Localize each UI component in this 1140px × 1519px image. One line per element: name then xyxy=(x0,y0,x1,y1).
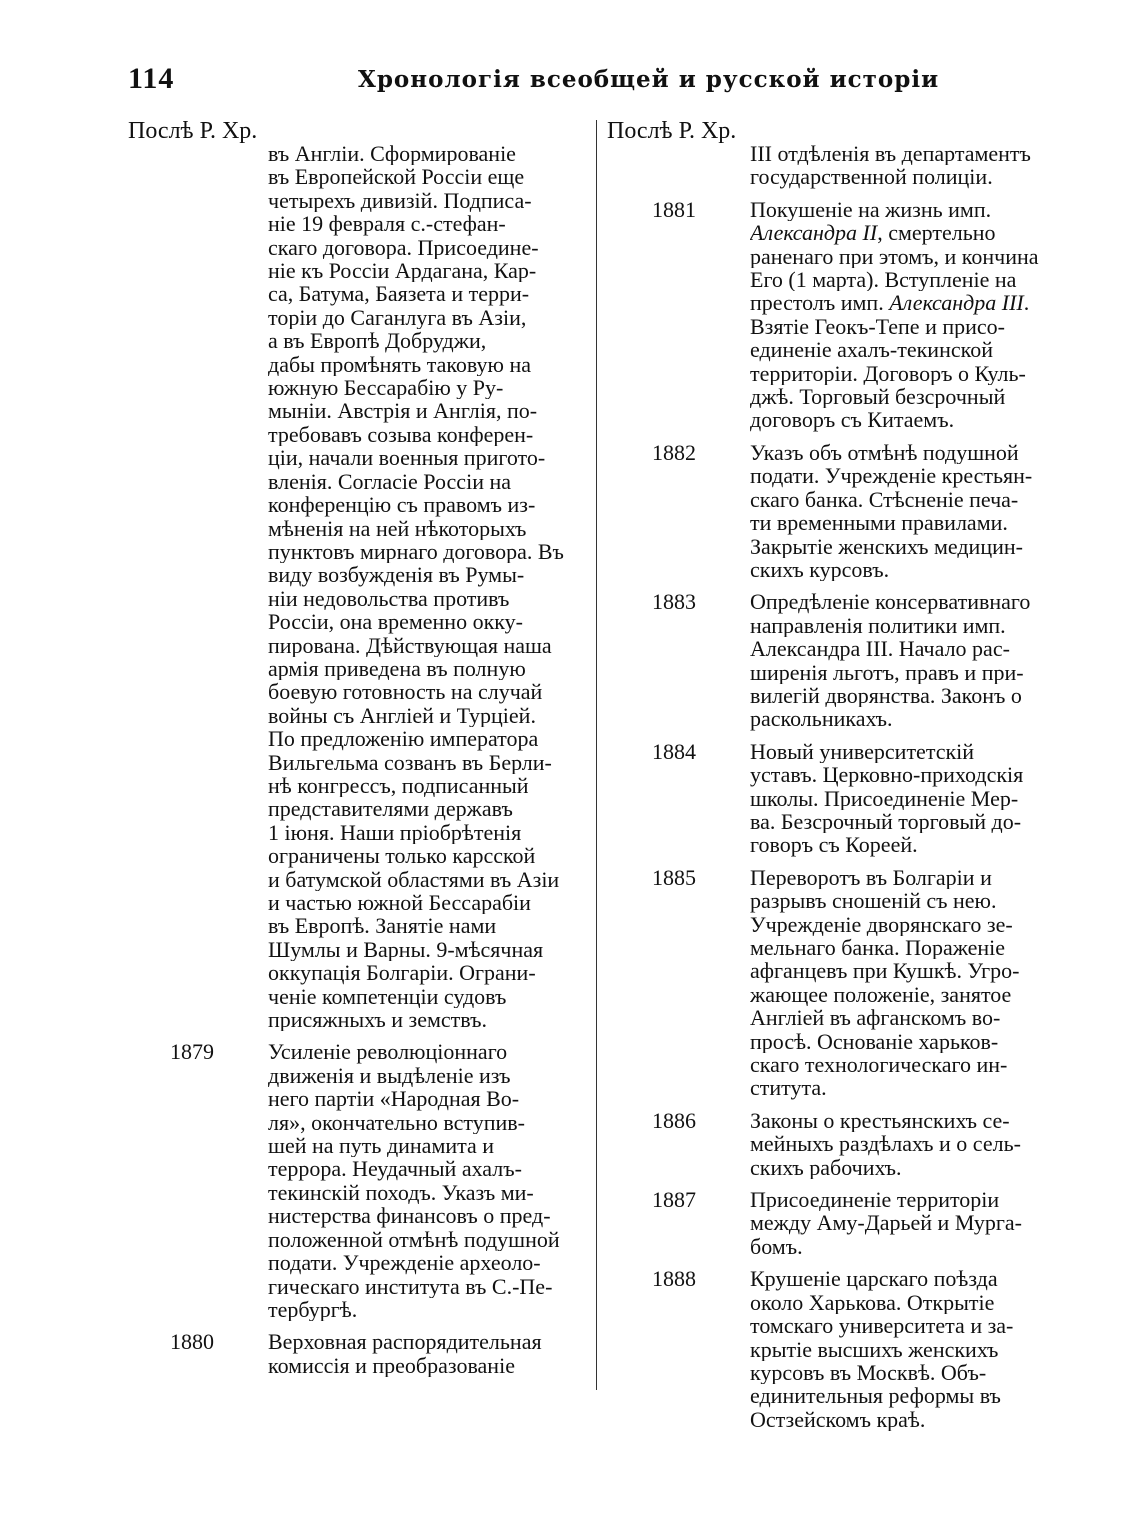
entry-text xyxy=(750,740,1078,857)
text-line: торіи до Саганлуга въ Азіи, xyxy=(268,305,527,330)
text-line: государственной полиціи. xyxy=(750,165,993,189)
text-line: пунктовъ мирнаго договора. Въ xyxy=(268,539,564,564)
entry-year: 1882 xyxy=(652,439,696,465)
text-line: нистерства финансовъ о пред- xyxy=(268,1204,551,1228)
entry-year: 1880 xyxy=(170,1329,214,1355)
left-era-label: Послѣ Р. Хр. xyxy=(128,118,258,144)
text-line: джѣ. Торговый безсрочный xyxy=(750,385,1006,409)
chronology-entry xyxy=(652,590,1078,730)
text-line: единеніе ахалъ-текинской xyxy=(750,338,993,362)
entry-year: 1879 xyxy=(170,1039,214,1065)
entry-year: 1888 xyxy=(652,1266,696,1292)
chronology-entry xyxy=(170,1040,590,1321)
entry-gap xyxy=(652,857,1078,866)
text-line: мыніи. Австрія и Англія, по- xyxy=(268,399,538,423)
entry-text xyxy=(750,142,1078,189)
text-line: курсовъ въ Москвѣ. Объ- xyxy=(750,1360,987,1385)
text-line: Александра III. Начало рас- xyxy=(750,637,1010,661)
entry-year: 1886 xyxy=(652,1107,696,1133)
text-line: говоръ съ Кореей. xyxy=(750,833,918,857)
entry-text xyxy=(750,590,1078,730)
text-line: оккупація Болгаріи. Ограни- xyxy=(268,961,536,985)
text-line: Крушеніе царскаго поѣзда xyxy=(750,1267,998,1291)
text-line: договоръ съ Китаемъ. xyxy=(750,408,955,432)
text-line: Россіи, она временно окку- xyxy=(268,610,523,634)
text-line: Усиленіе революціоннаго xyxy=(268,1040,508,1064)
text-line: Англіей въ афганскомъ во- xyxy=(750,1006,1001,1030)
text-line: III отдѣленія въ департаментъ xyxy=(750,142,1031,166)
text-line: движенія и выдѣленіе изъ xyxy=(268,1063,511,1088)
text-line: армія приведена въ полную xyxy=(268,656,526,681)
entry-text xyxy=(750,1267,1078,1431)
text-line: комиссія и преобразованіе xyxy=(268,1353,515,1378)
text-line: въ Европѣ. Занятіе нами xyxy=(268,914,497,938)
text-line: ширенія льготъ, правъ и при- xyxy=(750,660,1024,684)
text-line: требовавъ созыва конферен- xyxy=(268,422,534,447)
entry-gap xyxy=(652,1179,1078,1188)
text-line: Взятіе Геокъ-Тепе и присо- xyxy=(750,314,1005,339)
entry-year: 1881 xyxy=(652,196,696,222)
text-line: Остзейскомъ краѣ. xyxy=(750,1407,926,1432)
text-line: и батумской областями въ Азіи xyxy=(268,867,560,891)
text-line: Александра II, смертельно xyxy=(750,221,996,245)
entry-text xyxy=(750,866,1078,1100)
text-line: школы. Присоединеніе Мер- xyxy=(750,786,1019,810)
text-line: бомъ. xyxy=(750,1234,803,1259)
text-line: территоріи. Договоръ о Куль- xyxy=(750,361,1026,386)
text-line: скаго договора. Присоедине- xyxy=(268,235,539,260)
text-line: Новый университетскій xyxy=(750,739,975,764)
text-line: ти временными правилами. xyxy=(750,511,1008,535)
text-line: между Аму-Дарьей и Мурга- xyxy=(750,1211,1022,1235)
entry-text xyxy=(750,441,1078,581)
text-line: мѣненія на ней нѣкоторыхъ xyxy=(268,516,527,540)
text-line: Законы о крестьянскихъ се- xyxy=(750,1108,1010,1133)
text-line: Закрытіе женскихъ медицин- xyxy=(750,534,1023,558)
text-line: ніе къ Россіи Ардагана, Кар- xyxy=(268,259,537,283)
text-line: Опредѣленіе консервативнаго xyxy=(750,590,1031,614)
entry-text xyxy=(268,1040,590,1321)
text-line: ва. Безсрочный торговый до- xyxy=(750,809,1022,834)
text-line: Его (1 марта). Вступленіе на xyxy=(750,268,1017,292)
text-line: уставъ. Церковно-приходскія xyxy=(750,763,1024,787)
entry-text xyxy=(750,1109,1078,1179)
text-line: нѣ конгрессъ, подписанный xyxy=(268,773,529,798)
text-line: престолъ имп. Александра III. xyxy=(750,291,1030,315)
left-column xyxy=(170,142,590,1377)
text-line: въ Англіи. Сформированіе xyxy=(268,142,516,166)
text-line: ститута. xyxy=(750,1076,827,1100)
text-line: четырехъ дивизій. Подписа- xyxy=(268,188,532,213)
entry-year: 1884 xyxy=(652,738,696,764)
text-line: ніи недовольства противъ xyxy=(268,586,510,611)
text-line: 1 іюня. Наши пріобрѣтенія xyxy=(268,820,522,845)
entry-text xyxy=(268,1330,590,1377)
text-line: него партіи «Народная Во- xyxy=(268,1087,520,1111)
text-line: раненаго при этомъ, и кончина xyxy=(750,244,1039,269)
chronology-entry xyxy=(652,441,1078,581)
entry-gap xyxy=(652,581,1078,590)
text-line: текинскій походъ. Указъ ми- xyxy=(268,1180,534,1205)
text-line: Указъ объ отмѣнѣ подушной xyxy=(750,440,1019,465)
text-line: ченіе компетенціи судовъ xyxy=(268,984,507,1009)
text-line: террора. Неудачный ахалъ- xyxy=(268,1157,522,1181)
chronology-entry xyxy=(652,1109,1078,1179)
text-line: и частью южной Бессарабіи xyxy=(268,891,531,915)
text-line: афганцевъ при Кушкѣ. Угро- xyxy=(750,959,1020,983)
column-divider xyxy=(596,120,597,1390)
entry-gap xyxy=(170,1031,590,1040)
entry-gap xyxy=(652,432,1078,441)
entry-year: 1883 xyxy=(652,589,696,615)
chronology-entry xyxy=(652,1188,1078,1258)
text-line: скихъ курсовъ. xyxy=(750,557,890,582)
text-line: крытіе высшихъ женскихъ xyxy=(750,1337,999,1361)
text-line: скаго банка. Стѣсненіе печа- xyxy=(750,487,1019,512)
text-line: шей на путь динамита и xyxy=(268,1134,495,1158)
text-line: Шумлы и Варны. 9-мѣсячная xyxy=(268,937,544,962)
entry-gap xyxy=(652,731,1078,740)
text-line: присяжныхъ и земствъ. xyxy=(268,1008,487,1032)
text-line: представителями державъ xyxy=(268,797,513,821)
text-line: жающее положеніе, занятое xyxy=(750,982,1012,1007)
text-line: Верховная распорядительная xyxy=(268,1330,542,1354)
text-line: подати. Учрежденіе археоло- xyxy=(268,1251,541,1275)
text-line: южную Бессарабію у Ру- xyxy=(268,376,504,400)
chronology-entry xyxy=(652,198,1078,432)
chronology-entry xyxy=(652,866,1078,1100)
text-line: конференцію съ правомъ из- xyxy=(268,493,536,517)
text-line: въ Европейской Россіи еще xyxy=(268,165,525,189)
text-line: ограничены только карсской xyxy=(268,844,536,868)
chronology-entry xyxy=(652,740,1078,857)
text-line: около Харькова. Открытіе xyxy=(750,1290,995,1315)
right-column xyxy=(652,142,1078,1431)
entry-year: 1885 xyxy=(652,864,696,890)
text-line: Переворотъ въ Болгаріи и xyxy=(750,865,992,890)
text-line: ля», окончательно вступив- xyxy=(268,1110,525,1135)
entry-text xyxy=(750,1188,1078,1258)
text-line: ціи, начали военныя пригото- xyxy=(268,446,546,470)
entry-text xyxy=(268,142,590,1031)
text-line: положенной отмѣнѣ подушной xyxy=(268,1227,560,1252)
chronology-entry xyxy=(170,142,590,1031)
text-line: Вильгельма созванъ въ Берли- xyxy=(268,750,552,774)
text-line: са, Батума, Баязета и терри- xyxy=(268,282,530,306)
entry-year: 1887 xyxy=(652,1187,696,1213)
chronology-entry xyxy=(652,142,1078,189)
chronology-entry xyxy=(652,1267,1078,1431)
page-number: 114 xyxy=(128,62,175,95)
text-line: направленія политики имп. xyxy=(750,613,1006,638)
text-line: мельнаго банка. Пораженіе xyxy=(750,936,1006,960)
text-line: томскаго университета и за- xyxy=(750,1314,1014,1338)
text-line: войны съ Англіей и Турціей. xyxy=(268,703,536,728)
text-line: Покушеніе на жизнь имп. xyxy=(750,197,992,222)
text-line: тербургѣ. xyxy=(268,1297,358,1322)
text-line: вилегій дворянства. Законъ о xyxy=(750,683,1022,708)
text-line: раскольникахъ. xyxy=(750,707,893,731)
text-line: виду возбужденія въ Румы- xyxy=(268,563,525,587)
entry-text xyxy=(750,198,1078,432)
text-line: скаго технологическаго ин- xyxy=(750,1053,1008,1077)
text-line: вленія. Согласіе Россіи на xyxy=(268,469,511,494)
text-line: По предложенію императора xyxy=(268,727,539,751)
text-line: дабы промѣнять таковую на xyxy=(268,352,532,377)
text-line: ніе 19 февраля с.-стефан- xyxy=(268,212,506,236)
running-title: Хронологія всеобщей и русской исторіи xyxy=(358,66,940,93)
text-line: Присоединеніе территоріи xyxy=(750,1188,1000,1212)
text-line: пирована. Дѣйствующая наша xyxy=(268,633,552,657)
entry-gap xyxy=(652,1100,1078,1109)
entry-gap xyxy=(170,1321,590,1330)
text-line: просѣ. Основаніе харьков- xyxy=(750,1029,999,1054)
entry-gap xyxy=(652,1258,1078,1267)
text-line: подати. Учрежденіе крестьян- xyxy=(750,464,1033,488)
text-line: единительныя реформы въ xyxy=(750,1384,1001,1408)
text-line: гическаго института въ С.-Пе- xyxy=(268,1274,553,1298)
text-line: Учрежденіе дворянскаго зе- xyxy=(750,912,1013,936)
right-era-label: Послѣ Р. Хр. xyxy=(607,118,737,144)
text-line: разрывъ сношеній съ нею. xyxy=(750,889,997,913)
text-line: скихъ рабочихъ. xyxy=(750,1155,902,1180)
entry-gap xyxy=(652,189,1078,198)
text-line: мейныхъ раздѣлахъ и о сель- xyxy=(750,1132,1021,1156)
chronology-entry xyxy=(170,1330,590,1377)
text-line: а въ Европѣ Добруджи, xyxy=(268,329,487,353)
text-line: боевую готовность на случай xyxy=(268,680,543,704)
